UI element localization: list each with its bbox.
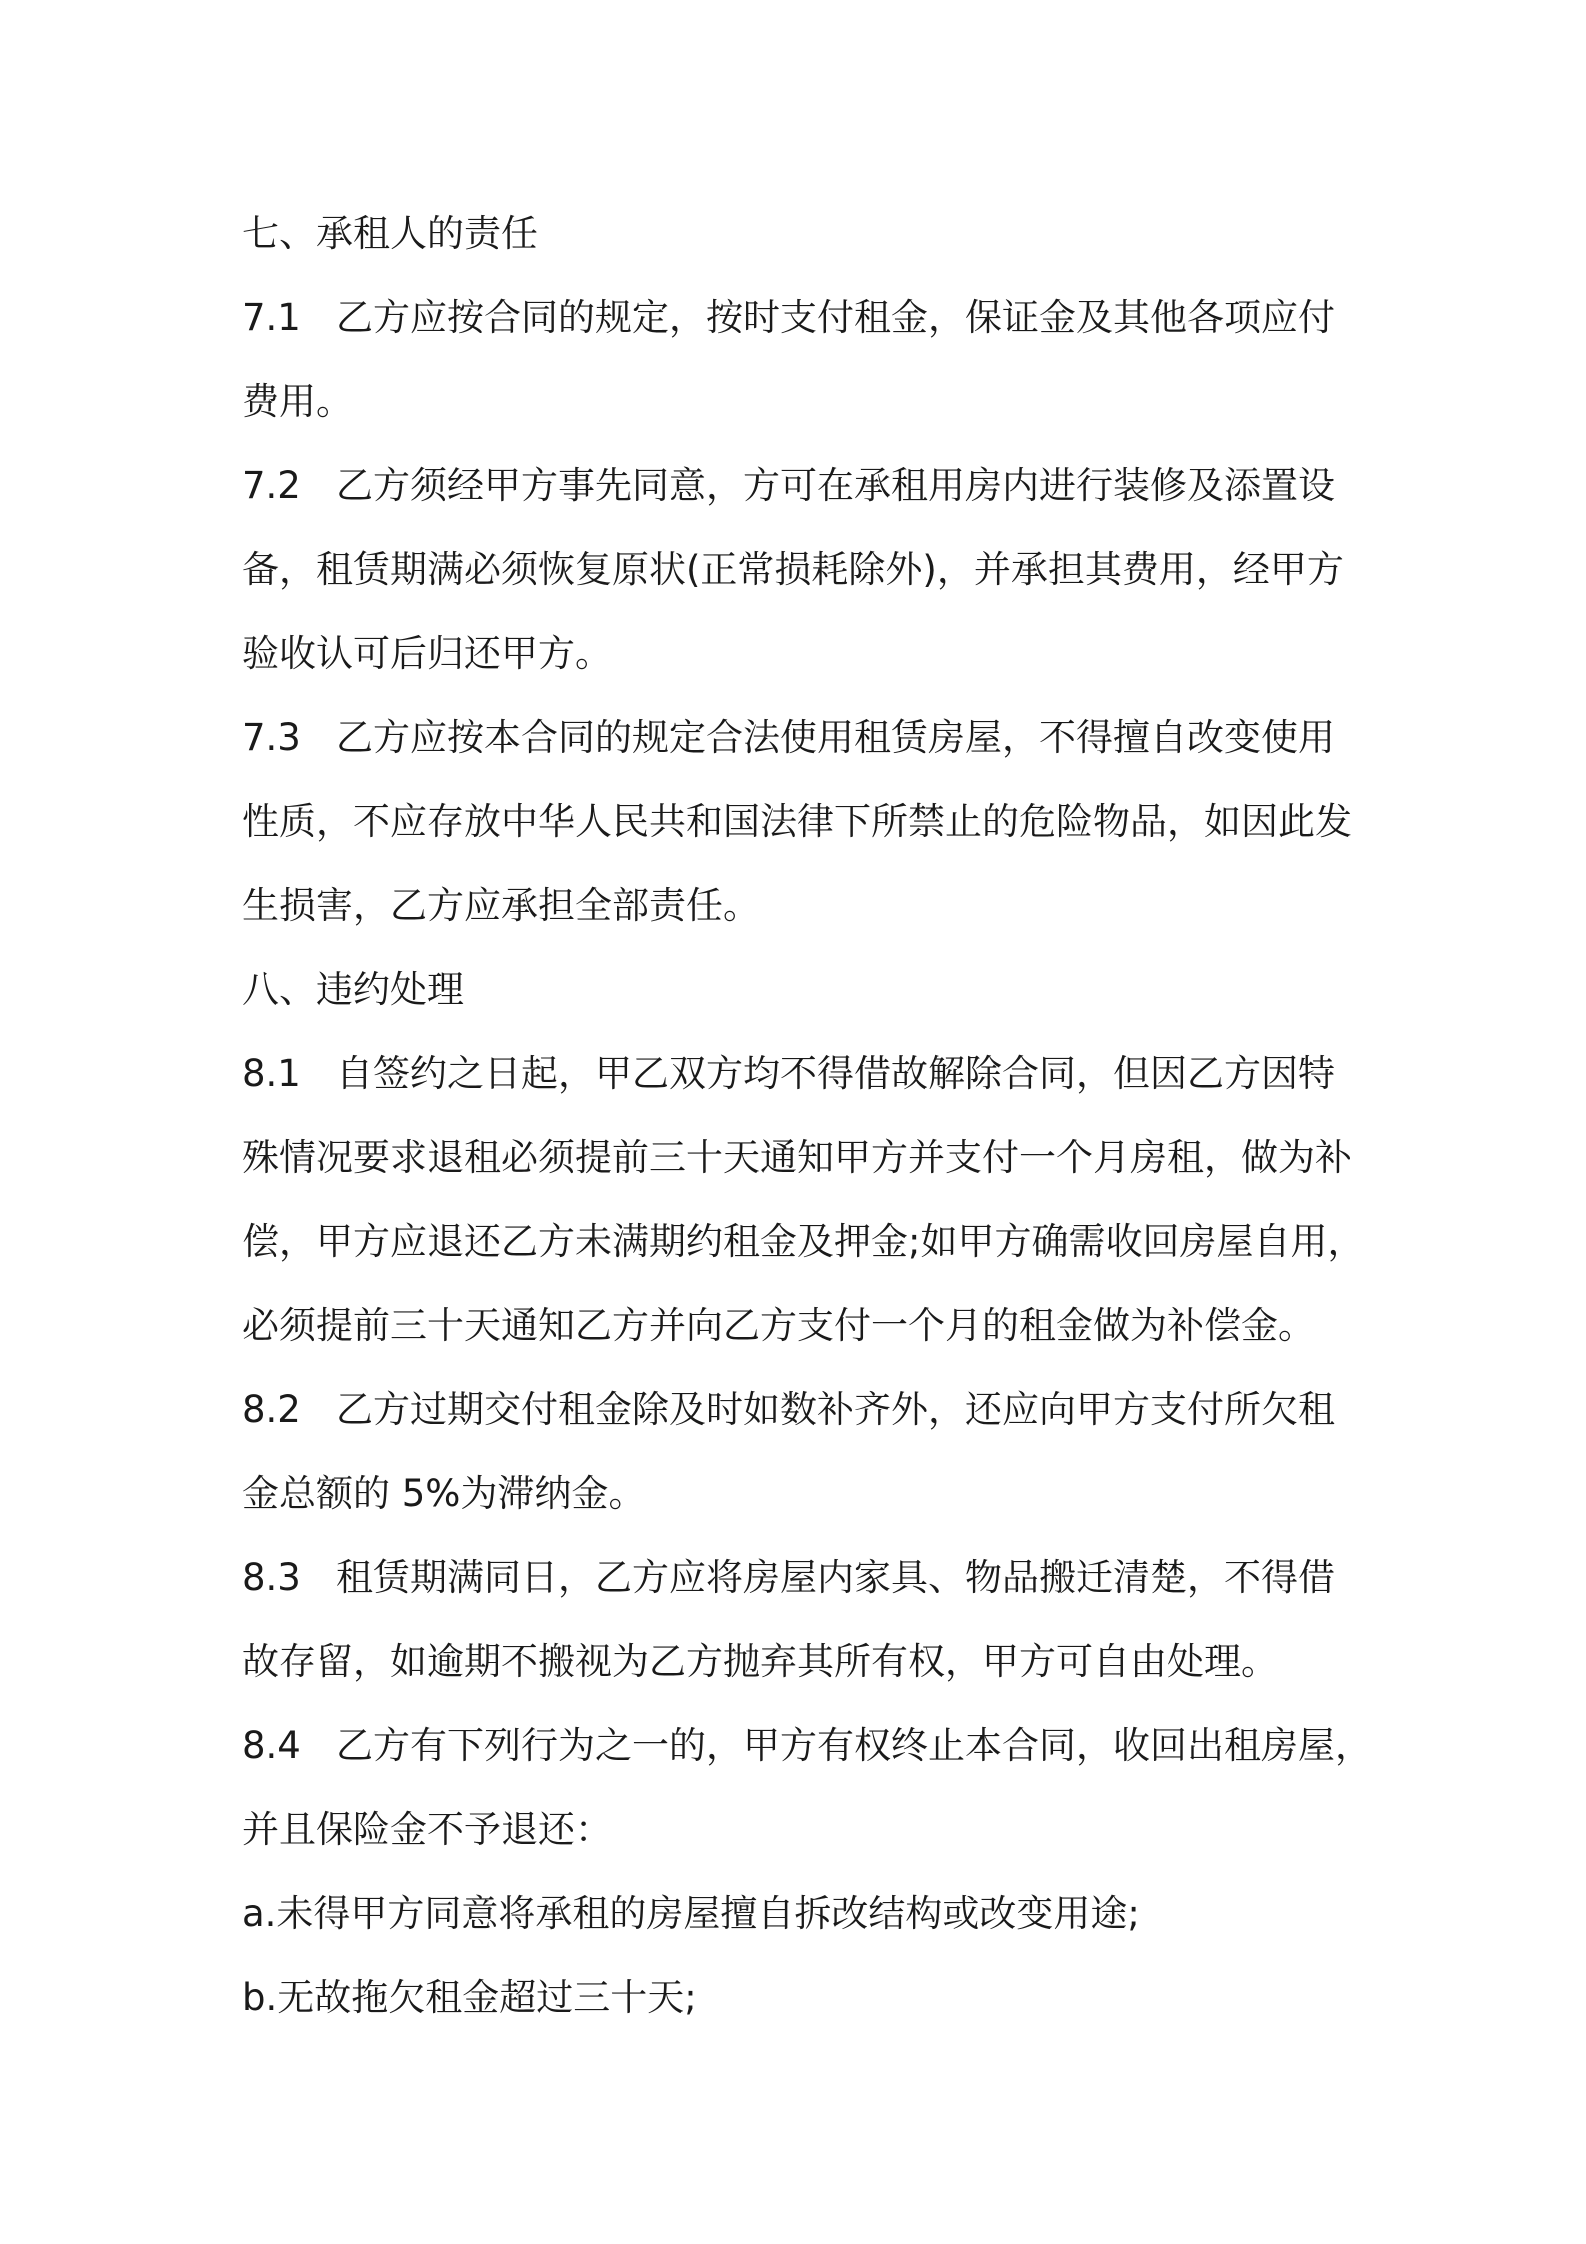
clause-text: 偿，甲方应退还乙方未满期约租金及押金;如甲方确需收回房屋自用， [242, 1220, 1365, 1263]
clause-number: 7.2 [242, 464, 301, 507]
clause-7-2 [242, 444, 1362, 696]
clause-text: 乙方过期交付租金除及时如数补齐外，还应向甲方支付所欠租 [336, 1388, 1335, 1431]
clause-text: 性质，不应存放中华人民共和国法律下所禁止的危险物品，如因此发 [242, 800, 1352, 843]
clause-line [242, 1536, 1362, 1620]
clause-line [242, 444, 1362, 528]
section-8-heading: 八、违约处理 [242, 968, 464, 1011]
clause-text: 费用。 [242, 380, 353, 423]
list-item: b.无故拖欠租金超过三十天; [242, 1976, 697, 2019]
clause-line [242, 276, 1362, 360]
clause-text: 乙方有下列行为之一的，甲方有权终止本合同，收回出租房屋， [336, 1724, 1372, 1767]
clause-text: 乙方应按合同的规定，按时支付租金，保证金及其他各项应付 [336, 296, 1335, 339]
list-item: a.未得甲方同意将承租的房屋擅自拆改结构或改变用途; [242, 1892, 1140, 1935]
clause-text: 生损害，乙方应承担全部责任。 [242, 884, 760, 927]
clause-line [242, 696, 1362, 780]
clause-number: 7.1 [242, 296, 301, 339]
clause-text: 备，租赁期满必须恢复原状(正常损耗除外)，并承担其费用，经甲方 [242, 548, 1344, 591]
clause-line [242, 1368, 1362, 1452]
clause-8-4 [242, 1704, 1372, 2040]
clause-text: 并且保险金不予退还： [242, 1808, 612, 1851]
clause-number: 8.3 [242, 1556, 301, 1599]
clause-number: 8.1 [242, 1052, 301, 1095]
clause-text: 故存留，如逾期不搬视为乙方抛弃其所有权，甲方可自由处理。 [242, 1640, 1278, 1683]
clause-line [242, 1032, 1362, 1116]
clause-8-2 [242, 1368, 1362, 1536]
clause-line [242, 1704, 1372, 1788]
clause-text: 必须提前三十天通知乙方并向乙方支付一个月的租金做为补偿金。 [242, 1304, 1315, 1347]
clause-text: 租赁期满同日，乙方应将房屋内家具、物品搬迁清楚，不得借 [336, 1556, 1335, 1599]
clause-text: 自签约之日起，甲乙双方均不得借故解除合同，但因乙方因特 [336, 1052, 1335, 1095]
clause-number: 7.3 [242, 716, 301, 759]
contract-page [242, 192, 1372, 2040]
clause-7-3 [242, 696, 1362, 948]
clause-text: 乙方须经甲方事先同意，方可在承租用房内进行装修及添置设 [336, 464, 1335, 507]
clause-7-1 [242, 276, 1362, 444]
clause-8-3 [242, 1536, 1362, 1704]
clause-number: 8.2 [242, 1388, 301, 1431]
clause-text: 金总额的 5%为滞纳金。 [242, 1472, 646, 1515]
clause-number: 8.4 [242, 1724, 301, 1767]
clause-text: 殊情况要求退租必须提前三十天通知甲方并支付一个月房租，做为补 [242, 1136, 1352, 1179]
section-7-heading: 七、承租人的责任 [242, 212, 538, 255]
clause-8-1 [242, 1032, 1365, 1368]
clause-text: 乙方应按本合同的规定合法使用租赁房屋，不得擅自改变使用 [336, 716, 1335, 759]
clause-text: 验收认可后归还甲方。 [242, 632, 612, 675]
